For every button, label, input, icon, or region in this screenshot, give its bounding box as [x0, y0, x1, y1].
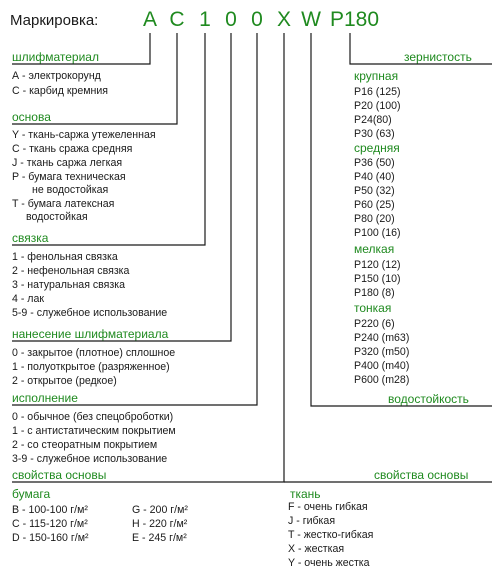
fabric-item: F - очень гибкая: [288, 501, 368, 513]
code-char-coating: 0: [225, 8, 237, 31]
grit-item: P220 (6): [354, 318, 395, 330]
code-char-abrasive: A: [142, 8, 157, 31]
base-props-heading-left: свойства основы: [12, 468, 107, 482]
marking-title: Маркировка:: [10, 12, 99, 29]
bond-item: 3 - натуральная связка: [12, 279, 126, 291]
finish-item: 3-9 - служебное использование: [12, 453, 168, 465]
code-char-bond: 1: [199, 8, 211, 31]
paper-item: E - 245 г/м²: [132, 532, 187, 544]
bond-item: 4 - лак: [12, 293, 45, 305]
base-item: Y - ткань-саржа утежеленная: [12, 129, 156, 141]
paper-item: C - 115-120 г/м²: [12, 518, 88, 530]
grit-item: P180 (8): [354, 287, 395, 299]
finish-heading: исполнение: [12, 391, 78, 405]
grit-item: P30 (63): [354, 128, 395, 140]
grit-item: P50 (32): [354, 185, 395, 197]
finish-item: 2 - со стеоратным покрытием: [12, 439, 158, 451]
grit-item: P150 (10): [354, 273, 401, 285]
base-item: J - ткань саржа легкая: [12, 157, 123, 169]
paper-item: G - 200 г/м²: [132, 504, 188, 516]
paper-item: D - 150-160 г/м²: [12, 532, 89, 544]
grit-item: P320 (m50): [354, 346, 410, 358]
bond-heading: связка: [12, 231, 49, 245]
grit-item: P36 (50): [354, 157, 395, 169]
grit-item: P240 (m63): [354, 332, 410, 344]
base-item: водостойкая: [26, 211, 88, 223]
abrasive-item: С - карбид кремния: [12, 85, 109, 97]
grit-item: P24(80): [354, 114, 392, 126]
waterproof-heading: водостойкость: [388, 392, 469, 406]
paper-item: H - 220 г/м²: [132, 518, 188, 530]
fabric-item: X - жесткая: [288, 543, 345, 555]
grit-group-heading: мелкая: [354, 242, 395, 256]
code-char-grit: P180: [330, 8, 380, 31]
coating-item: 0 - закрытое (плотное) сплошное: [12, 347, 176, 359]
coating-heading: нанесение шлифматериала: [12, 327, 169, 341]
paper-item: B - 100-100 г/м²: [12, 504, 88, 516]
grit-group-heading: тонкая: [354, 301, 392, 315]
grit-item: P60 (25): [354, 199, 395, 211]
abrasive-item: А - электрокорунд: [12, 70, 101, 82]
coating-item: 1 - полуоткрытое (разряженное): [12, 361, 170, 373]
base-props-heading-right: свойства основы: [374, 468, 469, 482]
code-char-base-props: X: [276, 8, 291, 31]
bond-item: 1 - фенольная связка: [12, 251, 118, 263]
base-item: C - ткань сража средняя: [12, 143, 133, 155]
bond-item: 5-9 - служебное использование: [12, 307, 168, 319]
finish-item: 0 - обычное (без спецоброботки): [12, 411, 174, 423]
code-char-finish: 0: [251, 8, 263, 31]
grit-item: P600 (m28): [354, 374, 410, 386]
fabric-item: Y - очень жестка: [288, 557, 370, 569]
abrasive-heading: шлифматериал: [12, 50, 99, 64]
fabric-item: J - гибкая: [288, 515, 336, 527]
grit-item: P400 (m40): [354, 360, 410, 372]
base-item: не водостойкая: [32, 184, 109, 196]
grit-item: P16 (125): [354, 86, 401, 98]
fabric-item: T - жестко-гибкая: [288, 529, 374, 541]
base-heading: основа: [12, 110, 51, 124]
grit-item: P40 (40): [354, 171, 395, 183]
fabric-heading: ткань: [290, 487, 321, 501]
finish-item: 1 - с антистатическим покрытием: [12, 425, 176, 437]
bond-item: 2 - нефенольная связка: [12, 265, 130, 277]
base-item: P - бумага техническая: [12, 171, 126, 183]
code-char-base: C: [169, 8, 185, 31]
grit-item: P120 (12): [354, 259, 401, 271]
coating-item: 2 - открытое (редкое): [12, 375, 117, 387]
grit-group-heading: крупная: [354, 69, 399, 83]
grit-group-heading: средняя: [354, 141, 400, 155]
grit-item: P80 (20): [354, 213, 395, 225]
grit-heading: зернистость: [404, 50, 472, 64]
base-item: T - бумага латексная: [12, 198, 115, 210]
grit-item: P100 (16): [354, 227, 401, 239]
paper-heading: бумага: [12, 487, 51, 501]
grit-item: P20 (100): [354, 100, 401, 112]
code-char-waterproof: W: [301, 8, 321, 31]
